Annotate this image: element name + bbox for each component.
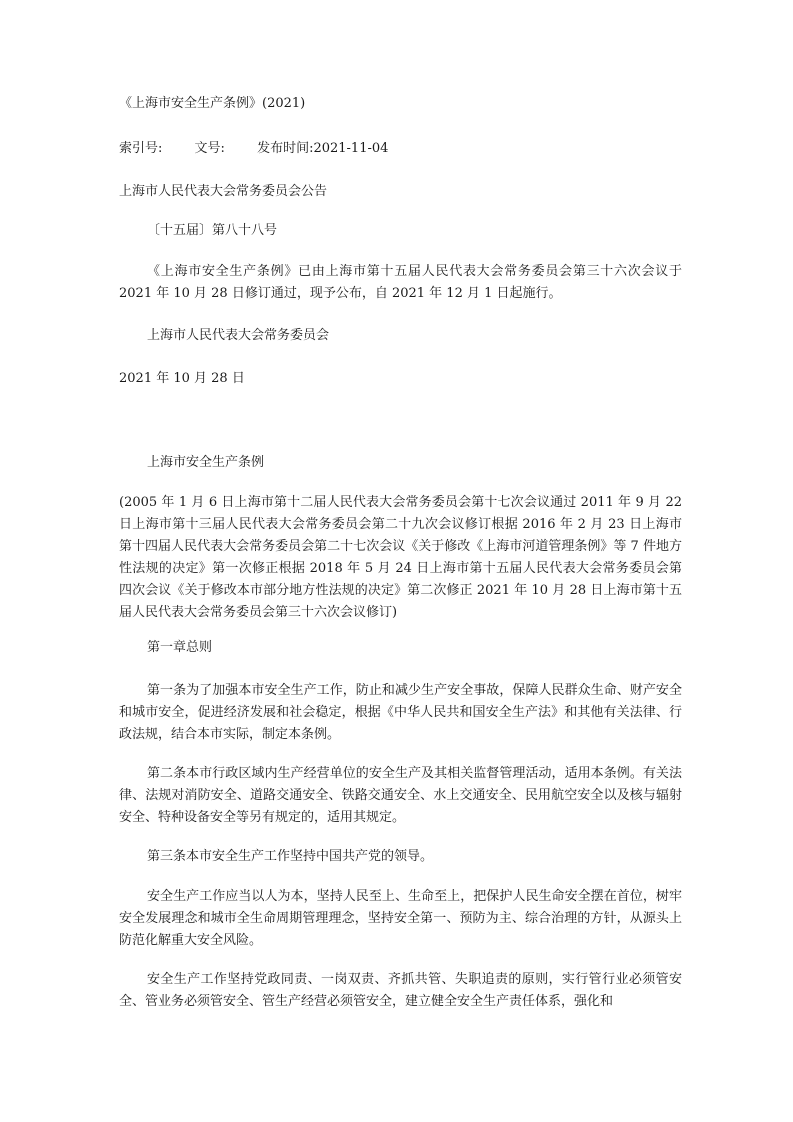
article-2: 第二条本市行政区域内生产经营单位的安全生产及其相关监督管理活动，适用本条例。有关法律、法规对消防安全、道路交通安全、铁路交通安全、水上交通安全、民用航空安全以及核与辐射安全、特种设备安全等另有规定的，适用其规定。 xyxy=(119,766,682,825)
document-title: 《上海市安全生产条例》(2021) xyxy=(119,96,306,111)
index-number-label: 索引号: xyxy=(119,141,163,156)
announcement-number: 〔十五届〕第八十八号 xyxy=(147,223,278,238)
issuer: 上海市人民代表大会常务委员会 xyxy=(147,328,330,343)
announcement-body: 《上海市安全生产条例》已由上海市第十五届人民代表大会常务委员会第三十六次会议于 2021 年 10 月 28 日修订通过，现予公布，自 2021 年 12 月 1 日起施行。 xyxy=(119,264,682,301)
amendment-history: (2005 年 1 月 6 日上海市第十二届人民代表大会常务委员会第十七次会议通过 2011 年 9 月 22 日上海市第十三届人民代表大会常务委员会第二十九次会议修订根据 2016 年 2 月 23 日上海市第十四届人民代表大会常务委员会第二十七次会议《关于修改《上海市河道管理条例》等 7 件地方性法规的决定》第一次修正根据 2018 年 5 月 24 日上海市第十五届人民代表大会常务委员会第四次会议《关于修改本市部分地方性法规的决定》第二次修正 2021 年 10 月 28 日上海市第十五届人民代表大会常务委员会第三十六次会议修订) xyxy=(119,495,682,620)
article-3-paragraph-3: 安全生产工作坚持党政同责、一岗双责、齐抓共管、失职追责的原则，实行管行业必须管安全、管业务必须管安全、管生产经营必须管安全，建立健全安全生产责任体系，强化和 xyxy=(119,972,682,1009)
article-3: 第三条本市安全生产工作坚持中国共产党的领导。 xyxy=(147,849,434,864)
chapter-heading: 第一章总则 xyxy=(147,640,213,655)
article-1: 第一条为了加强本市安全生产工作，防止和减少生产安全事故，保障人民群众生命、财产安全和城市安全，促进经济发展和社会稳定，根据《中华人民共和国安全生产法》和其他有关法律、行政法规，结合本市实际，制定本条例。 xyxy=(119,683,682,742)
announcement-title: 上海市人民代表大会常务委员会公告 xyxy=(119,184,328,199)
document-meta xyxy=(119,138,679,160)
issue-date: 2021 年 10 月 28 日 xyxy=(119,371,245,386)
regulation-title: 上海市安全生产条例 xyxy=(147,455,265,470)
publish-time: 发布时间:2021-11-04 xyxy=(257,141,389,156)
document-number-label: 文号: xyxy=(194,141,225,156)
article-3-paragraph-2: 安全生产工作应当以人为本，坚持人民至上、生命至上，把保护人民生命安全摆在首位，树牢安全发展理念和城市全生命周期管理理念，坚持安全第一、预防为主、综合治理的方针，从源头上防范化解重大安全风险。 xyxy=(119,889,682,948)
